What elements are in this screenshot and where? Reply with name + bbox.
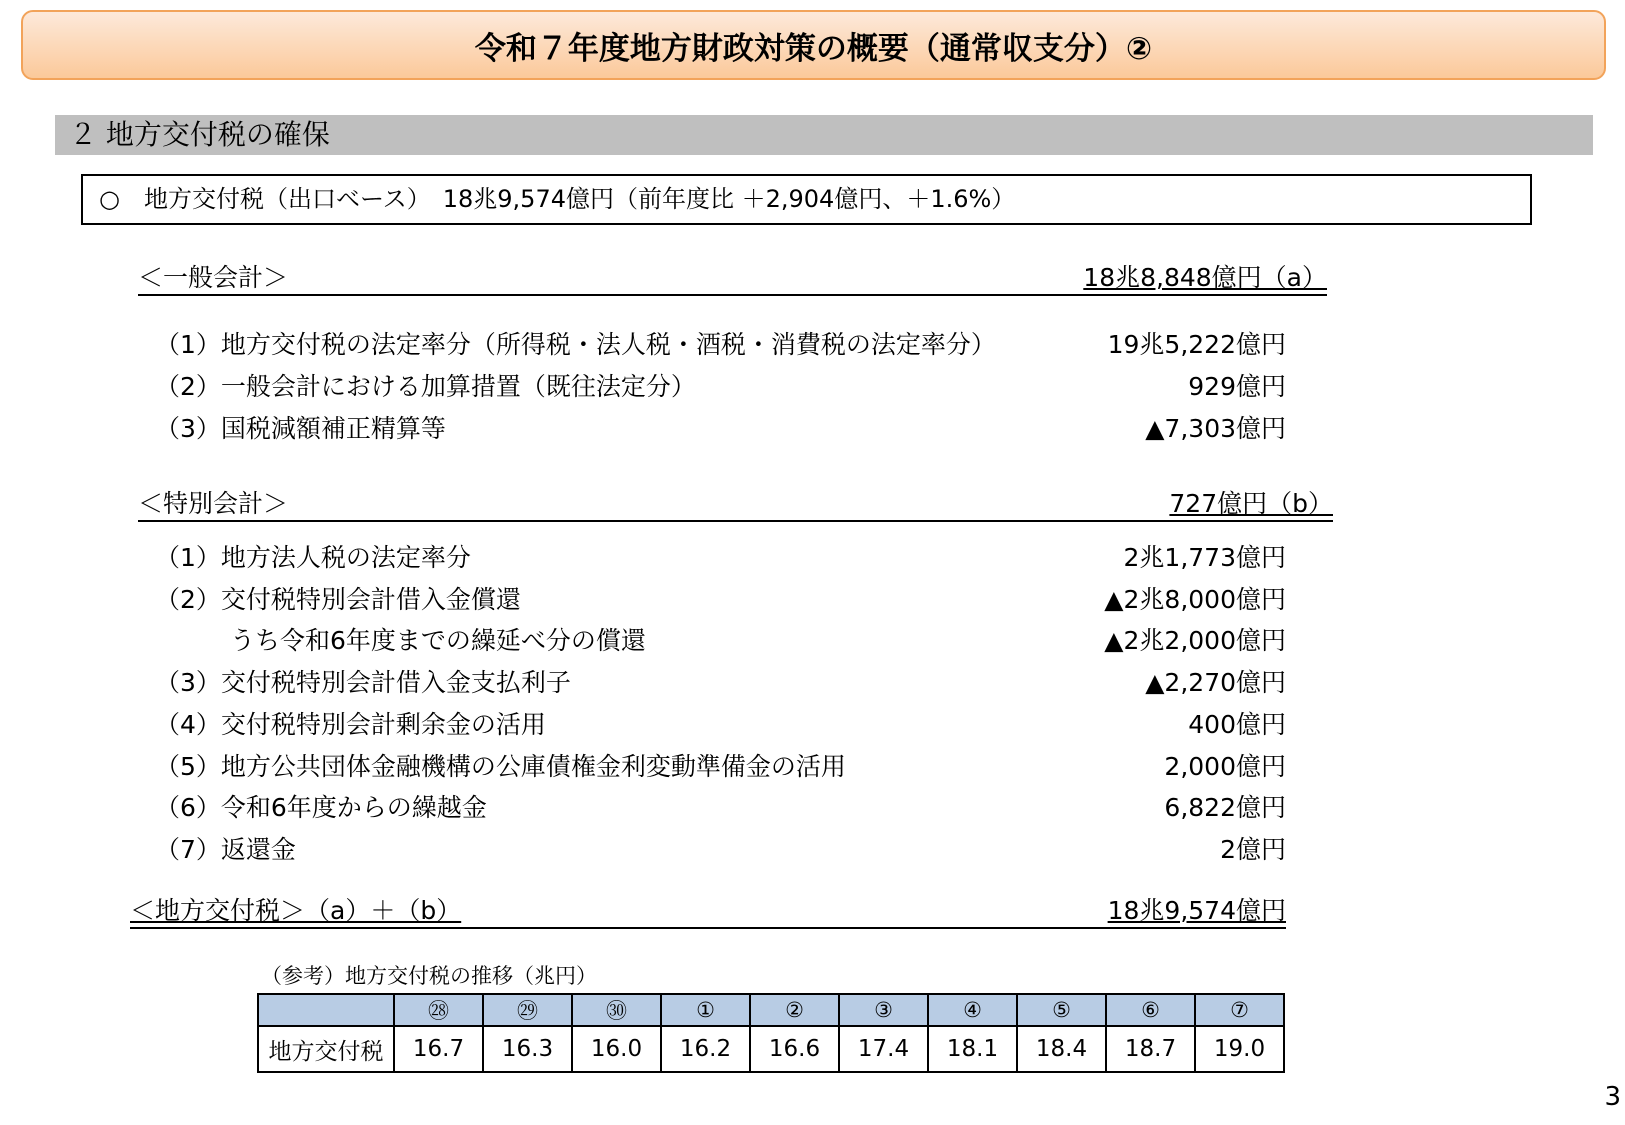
line-item [155,830,1286,864]
year-header-cell: ④ [928,994,1017,1026]
line-item-label: （6）令和6年度からの繰越金 [155,793,487,823]
line-item-amount: 2,000億円 [1164,751,1286,781]
year-header-cell: ㉘ [394,994,483,1026]
line-item-label: （3）国税減額補正精算等 [155,414,446,443]
table-row [258,1026,1284,1072]
line-item-label: （2）交付税特別会計借入金償還 [155,584,521,614]
line-item [155,705,1286,739]
section-heading: ２ 地方交付税の確保 [55,115,1593,155]
value-cell: 16.6 [750,1026,839,1072]
line-item-amount: 400億円 [1188,709,1286,739]
year-header-cell: ⑦ [1195,994,1284,1026]
page-number: 3 [1604,1082,1621,1112]
line-item-amount: ▲2兆2,000億円 [1104,626,1286,656]
year-header-cell: ㉚ [572,994,661,1026]
reference-table [257,993,1285,1073]
line-item-label: （1）地方法人税の法定率分 [155,543,471,572]
grand-total-label: ＜地方交付税＞（a）＋（b） [130,896,462,925]
line-item [155,409,1286,443]
special-account-header [138,488,1333,522]
summary-box: ○ 地方交付税（出口ベース） 18兆9,574億円（前年度比 ＋2,904億円、＋1.6%） [81,174,1532,225]
line-item-label: うち令和6年度までの繰延べ分の償還 [230,626,646,656]
year-header-cell: ③ [839,994,928,1026]
value-cell: 18.4 [1017,1026,1106,1072]
line-item-label: （7）返還金 [155,834,296,864]
line-item [155,580,1286,614]
line-item [155,788,1286,822]
reference-caption: （参考）地方交付税の推移（兆円） [261,964,597,988]
special-account-total: 727億円（b） [1169,489,1333,518]
line-item-amount: 2兆1,773億円 [1123,543,1286,572]
line-item-label: （3）交付税特別会計借入金支払利子 [155,668,571,698]
general-account-header [138,262,1327,296]
line-item-amount: 6,822億円 [1164,793,1286,823]
year-header-cell: ⑤ [1017,994,1106,1026]
line-item [155,325,1286,359]
general-account-total: 18兆8,848億円（a） [1083,263,1327,292]
year-header-cell: ⑥ [1106,994,1195,1026]
line-item [155,747,1286,781]
value-cell: 16.3 [483,1026,572,1072]
page-title: 令和７年度地方財政対策の概要（通常収支分）② [21,10,1606,80]
line-item-amount: 929億円 [1188,372,1286,401]
grand-total-row [130,895,1286,929]
line-item-amount: ▲2,270億円 [1145,668,1286,698]
line-item-amount: ▲2兆8,000億円 [1104,584,1286,614]
value-cell: 18.7 [1106,1026,1195,1072]
line-item-label: （1）地方交付税の法定率分（所得税・法人税・酒税・消費税の法定率分） [155,330,996,359]
line-item [155,663,1286,697]
header-blank-cell [258,994,394,1026]
line-item-label: （2）一般会計における加算措置（既往法定分） [155,372,696,401]
general-account-label: ＜一般会計＞ [138,263,289,292]
year-header-cell: ㉙ [483,994,572,1026]
line-item-label: （5）地方公共団体金融機構の公庫債権金利変動準備金の活用 [155,751,846,781]
row-label-cell: 地方交付税 [258,1026,394,1072]
table-header-row [258,994,1284,1026]
line-item-label: （4）交付税特別会計剰余金の活用 [155,709,546,739]
value-cell: 16.7 [394,1026,483,1072]
value-cell: 16.2 [661,1026,750,1072]
line-item [155,621,1286,655]
line-item [155,367,1286,401]
line-item-amount: ▲7,303億円 [1145,414,1286,443]
value-cell: 16.0 [572,1026,661,1072]
line-item-amount: 19兆5,222億円 [1107,330,1286,359]
year-header-cell: ② [750,994,839,1026]
value-cell: 19.0 [1195,1026,1284,1072]
value-cell: 18.1 [928,1026,1017,1072]
year-header-cell: ① [661,994,750,1026]
value-cell: 17.4 [839,1026,928,1072]
special-account-label: ＜特別会計＞ [138,489,289,518]
line-item-amount: 2億円 [1220,834,1286,864]
line-item [155,538,1286,572]
grand-total-amount: 18兆9,574億円 [1107,896,1286,925]
